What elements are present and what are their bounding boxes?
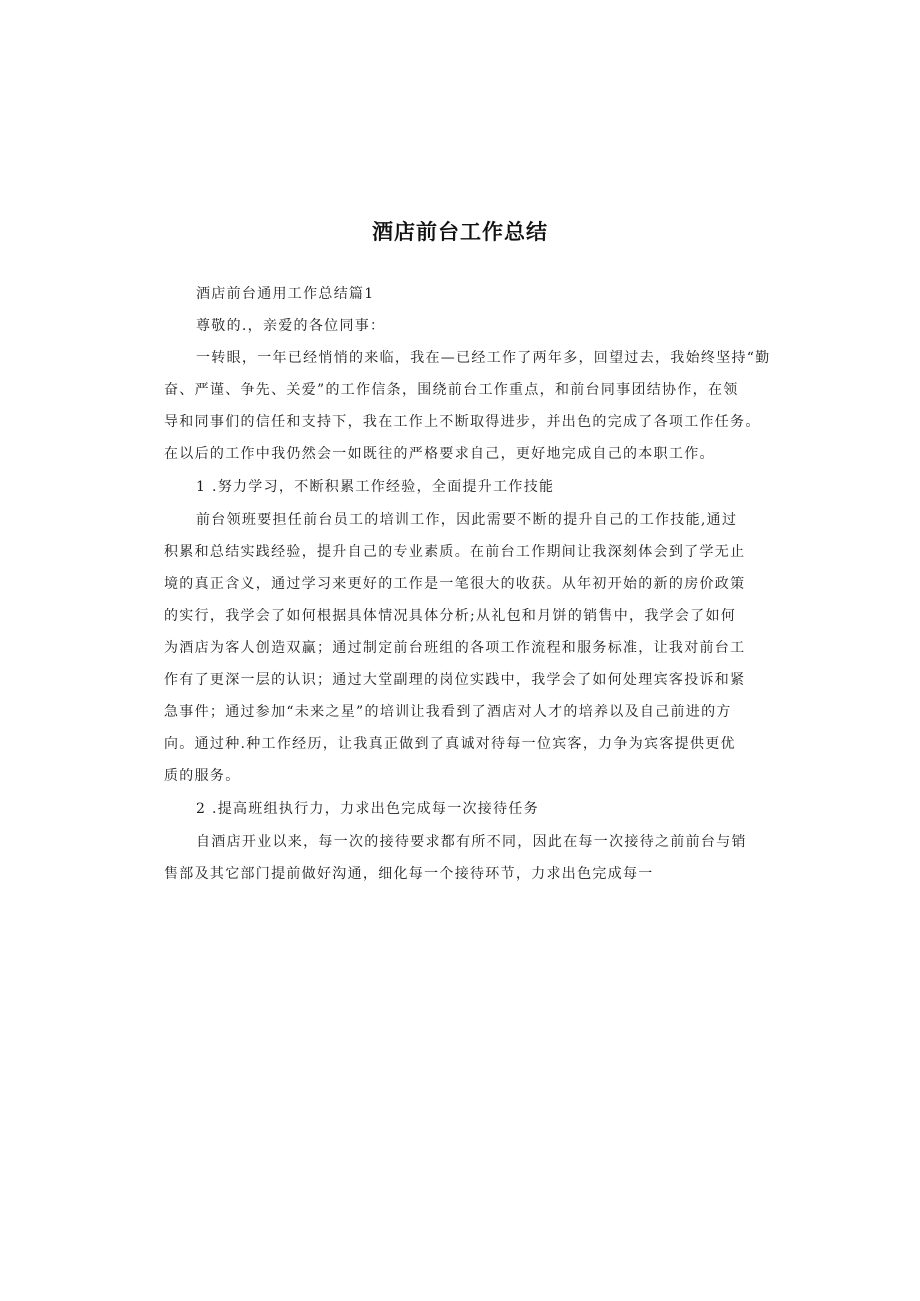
numbered-heading: 2 .提高班组执行力，力求出色完成每一次接待任务 (196, 801, 540, 817)
paragraph-line: 一转眼，一年已经悄悄的来临，我在—已经工作了两年多，回望过去，我始终坚持“勤 (196, 350, 771, 366)
paragraph-line: 自酒店开业以来，每一次的接待要求都有所不同，因此在每一次接待之前前台与销 (196, 834, 747, 850)
paragraph-line: 积累和总结实践经验，提升自己的专业素质。在前台工作期间让我深刻体会到了学无止 (164, 544, 746, 560)
paragraph-line: 为酒店为客人创造双赢；通过制定前台班组的各项工作流程和服务标准，让我对前台工 (164, 640, 746, 656)
paragraph-line: 导和同事们的信任和支持下，我在工作上不断取得进步，并出色的完成了各项工作任务。 (164, 414, 761, 430)
paragraph-line: 质的服务。 (164, 768, 241, 784)
paragraph-line: 前台领班要担任前台员工的培训工作，因此需要不断的提升自己的工作技能,通过 (196, 512, 738, 528)
paragraph-line: 奋、严谨、争先、关爱”的工作信条，围绕前台工作重点，和前台同事团结协作，在领 (164, 382, 739, 398)
numbered-heading: 1 .努力学习，不断积累工作经验，全面提升工作技能 (196, 479, 555, 495)
salutation: 尊敬的.，亲爱的各位同事： (196, 318, 386, 334)
paragraph-line: 在以后的工作中我仍然会一如既往的严格要求自己，更好地完成自己的本职工作。 (164, 446, 715, 462)
paragraph-line: 的实行，我学会了如何根据具体情况具体分析;从礼包和月饼的销售中，我学会了如何 (164, 608, 737, 624)
paragraph-line: 售部及其它部门提前做好沟通，细化每一个接待环节，力求出色完成每一 (164, 866, 654, 882)
paragraph-line: 急事件；通过参加“未来之星”的培训让我看到了酒店对人才的培养以及自己前进的方 (164, 704, 732, 720)
paragraph-line: 作有了更深一层的认识；通过大堂副理的岗位实践中，我学会了如何处理宾客投诉和紧 (164, 672, 746, 688)
paragraph-line: 向。通过种.种工作经历，让我真正做到了真诚对待每一位宾客，力争为宾客提供更优 (164, 736, 736, 752)
document-title: 酒店前台工作总结 (372, 220, 548, 244)
paragraph-line: 境的真正含义，通过学习来更好的工作是一笔很大的收获。从年初开始的新的房价政策 (164, 576, 746, 592)
section-heading: 酒店前台通用工作总结篇1 (196, 286, 375, 302)
